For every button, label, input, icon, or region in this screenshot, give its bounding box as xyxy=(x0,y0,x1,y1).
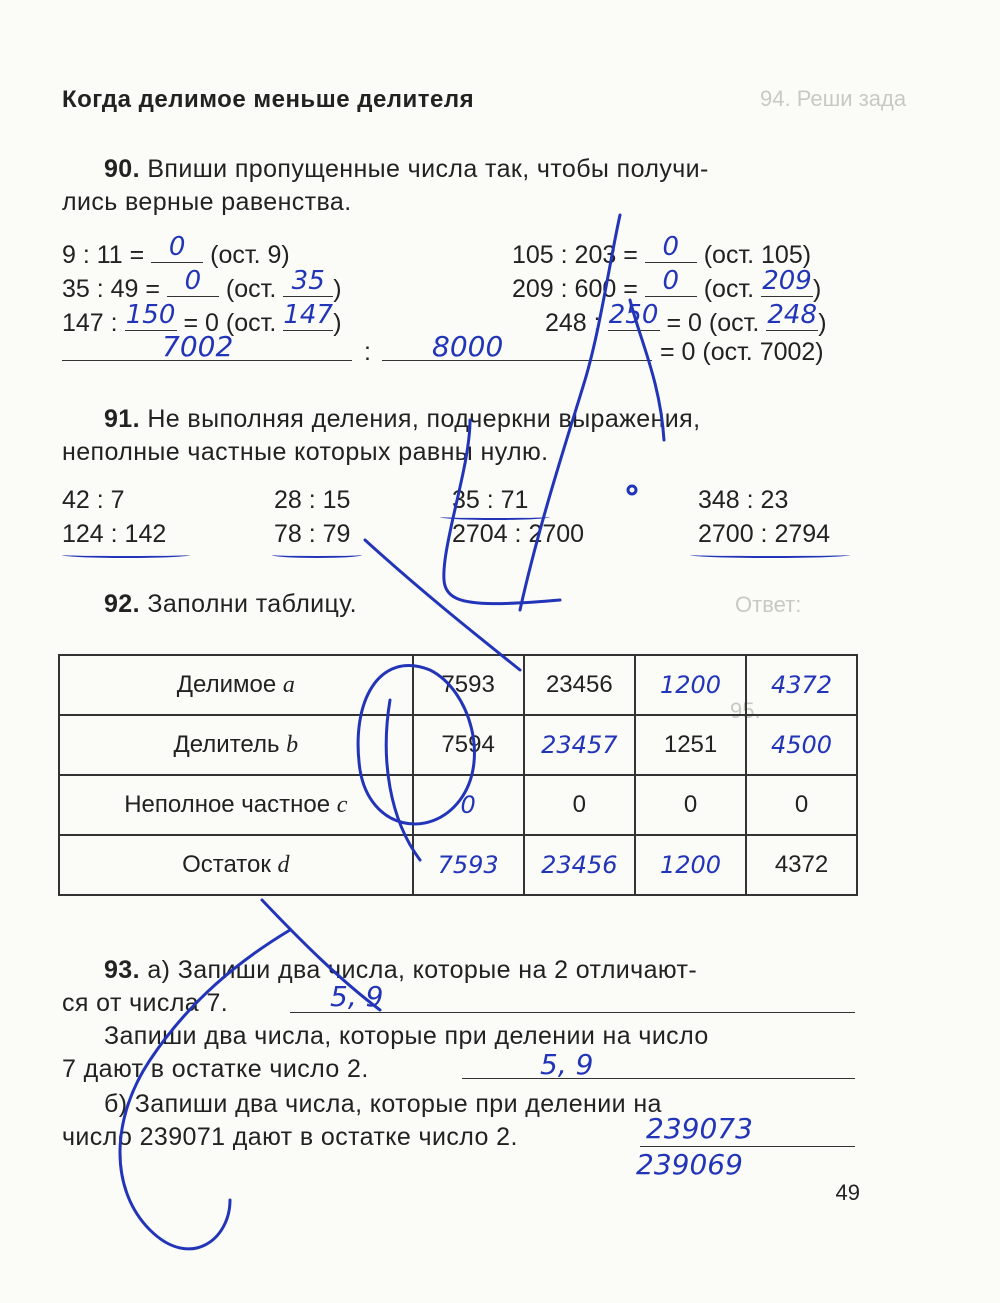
section-heading: Когда делимое меньше делителя xyxy=(62,86,475,113)
equation-row xyxy=(62,266,342,304)
ex91-number: 91. xyxy=(104,405,140,433)
ex92-number: 92. xyxy=(104,590,140,618)
ex93-prompt-line4: 7 дают в остатке число 2. xyxy=(62,1055,369,1083)
equation-remainder: = 0 (ост. xyxy=(183,309,277,337)
variable-name: d xyxy=(277,852,290,878)
paren: ) xyxy=(333,275,342,303)
handwritten-answer: 8000 xyxy=(432,330,504,363)
handwritten-answer: 147 xyxy=(283,300,334,330)
equation-row xyxy=(62,232,290,270)
equation-remainder: = 0 (ост. xyxy=(666,309,760,337)
variable-name: b xyxy=(286,732,299,758)
ex93-prompt-line3: Запиши два числа, которые при делении на число xyxy=(104,1022,709,1050)
table-row xyxy=(59,835,857,895)
table-cell-handwritten[interactable]: 1200 xyxy=(635,655,746,715)
table-cell-handwritten[interactable]: 0 xyxy=(413,775,524,835)
expression-underlined[interactable]: 78 : 79 xyxy=(274,520,351,548)
equation-tail: = 0 (ост. 7002) xyxy=(660,338,824,366)
handwritten-answer: 239069 xyxy=(636,1148,743,1181)
expression: 28 : 15 xyxy=(274,486,351,514)
answer-line[interactable] xyxy=(640,1146,855,1147)
table-cell: 0 xyxy=(635,775,746,835)
ex91-prompt-line1 xyxy=(104,405,700,434)
answer-line[interactable] xyxy=(462,1078,855,1079)
expression: 42 : 7 xyxy=(62,486,125,514)
table-cell: 0 xyxy=(746,775,857,835)
row-header xyxy=(59,715,413,775)
row-label: Делимое xyxy=(176,671,277,698)
handwritten-answer: 5, 9 xyxy=(540,1048,594,1081)
answer-blank[interactable] xyxy=(645,232,697,263)
answer-line[interactable] xyxy=(382,360,652,361)
equation-row xyxy=(512,266,822,304)
ex92-text: Заполни таблицу. xyxy=(147,590,358,618)
table-cell-handwritten[interactable]: 1200 xyxy=(635,835,746,895)
equation-remainder: (ост. 9) xyxy=(210,241,290,269)
expression-underlined[interactable]: 35 : 71 xyxy=(452,486,529,514)
answer-blank[interactable] xyxy=(645,266,697,297)
ex93-prompt-line2: ся от числа 7. xyxy=(62,989,229,1017)
table-cell-handwritten[interactable]: 4500 xyxy=(746,715,857,775)
ex92-prompt xyxy=(104,590,357,619)
handwritten-answer: 5, 9 xyxy=(330,980,384,1013)
equation-left: 209 : 600 = xyxy=(512,275,638,303)
paren: ) xyxy=(813,275,822,303)
paren: ) xyxy=(333,309,342,337)
table-cell: 1251 xyxy=(635,715,746,775)
answer-blank[interactable] xyxy=(608,300,660,331)
ghost-text: Ответ: xyxy=(735,592,802,617)
paren: ) xyxy=(818,309,827,337)
answer-blank[interactable] xyxy=(151,232,203,263)
table-cell-handwritten[interactable]: 23457 xyxy=(524,715,636,775)
table-row xyxy=(59,775,857,835)
handwritten-answer: 150 xyxy=(125,300,176,330)
table-cell-handwritten[interactable]: 7593 xyxy=(413,835,524,895)
handwritten-answer: 0 xyxy=(168,232,186,262)
ex90-number: 90. xyxy=(104,155,140,183)
ex93-text: а) Запиши два числа, которые на 2 отличают- xyxy=(147,956,698,984)
ex90-prompt-line1 xyxy=(104,155,709,184)
row-label: Делитель xyxy=(173,731,280,758)
handwritten-answer: 248 xyxy=(767,300,818,330)
table-row xyxy=(59,655,857,715)
table-cell-handwritten[interactable]: 4372 xyxy=(746,655,857,715)
table-cell: 0 xyxy=(524,775,636,835)
ex93-number: 93. xyxy=(104,956,140,984)
page-number: 49 xyxy=(835,1180,860,1205)
equation-left: 9 : 11 = xyxy=(62,241,145,269)
row-label: Неполное частное xyxy=(124,791,331,818)
table-cell: 4372 xyxy=(746,835,857,895)
equation-remainder: (ост. xyxy=(703,275,755,303)
equation-row xyxy=(512,232,812,270)
answer-blank[interactable] xyxy=(761,266,813,297)
ex90-text: Впиши пропущенные числа так, чтобы получи- xyxy=(147,155,709,183)
answer-blank[interactable] xyxy=(766,300,818,331)
handwritten-answer: 0 xyxy=(662,266,680,296)
underline-mark xyxy=(440,514,550,520)
ghost-text: 95. xyxy=(730,698,761,723)
equation-left: 105 : 203 = xyxy=(512,241,638,269)
answer-blank[interactable] xyxy=(167,266,219,297)
row-header xyxy=(59,775,413,835)
row-header xyxy=(59,835,413,895)
equation-left: 35 : 49 = xyxy=(62,275,160,303)
handwritten-answer: 0 xyxy=(184,266,202,296)
ghost-text: 94. Реши зада xyxy=(760,86,907,111)
table-cell: 23456 xyxy=(524,655,636,715)
handwritten-answer: 0 xyxy=(662,232,680,262)
table-cell: 7593 xyxy=(413,655,524,715)
expression-underlined[interactable]: 2700 : 2794 xyxy=(698,520,831,548)
table-cell-handwritten[interactable]: 23456 xyxy=(524,835,636,895)
underline-mark xyxy=(272,552,362,558)
equation-remainder: (ост. xyxy=(225,275,277,303)
equation-remainder: (ост. 105) xyxy=(703,241,812,269)
variable-name: c xyxy=(336,792,348,818)
ex93-prompt-line6: число 239071 дают в остатке число 2. xyxy=(62,1123,518,1151)
handwritten-answer: 250 xyxy=(608,300,659,330)
ex91-prompt-line2: неполные частные которых равны нулю. xyxy=(62,438,549,466)
handwritten-answer: 35 xyxy=(291,266,325,296)
ex93-prompt-line1 xyxy=(104,956,697,985)
expression: 2704 : 2700 xyxy=(452,520,585,548)
handwritten-answer: 239073 xyxy=(646,1112,753,1145)
handwritten-answer: 209 xyxy=(762,266,812,296)
ex91-text: Не выполняя деления, подчеркни выражения, xyxy=(147,405,701,433)
ex90-prompt-line2: лись верные равенства. xyxy=(62,188,352,216)
expression: 348 : 23 xyxy=(698,486,789,514)
expression-underlined[interactable]: 124 : 142 xyxy=(62,520,167,548)
colon-sign: : xyxy=(364,338,371,366)
equation-left: 248 : xyxy=(545,309,601,337)
fill-table xyxy=(58,654,858,896)
equation-left: 147 : xyxy=(62,309,118,337)
answer-blank[interactable] xyxy=(125,300,177,331)
equation-row xyxy=(545,300,827,338)
answer-blank[interactable] xyxy=(283,266,333,297)
row-label: Остаток xyxy=(182,851,271,878)
underline-mark xyxy=(690,552,850,558)
variable-name: a xyxy=(282,672,295,698)
handwritten-answer: 7002 xyxy=(162,330,234,363)
row-header xyxy=(59,655,413,715)
underline-mark xyxy=(62,552,190,558)
table-cell: 7594 xyxy=(413,715,524,775)
answer-blank[interactable] xyxy=(283,300,334,331)
table-row xyxy=(59,715,857,775)
ex93-prompt-line5: б) Запиши два числа, которые при делении на xyxy=(104,1090,662,1118)
